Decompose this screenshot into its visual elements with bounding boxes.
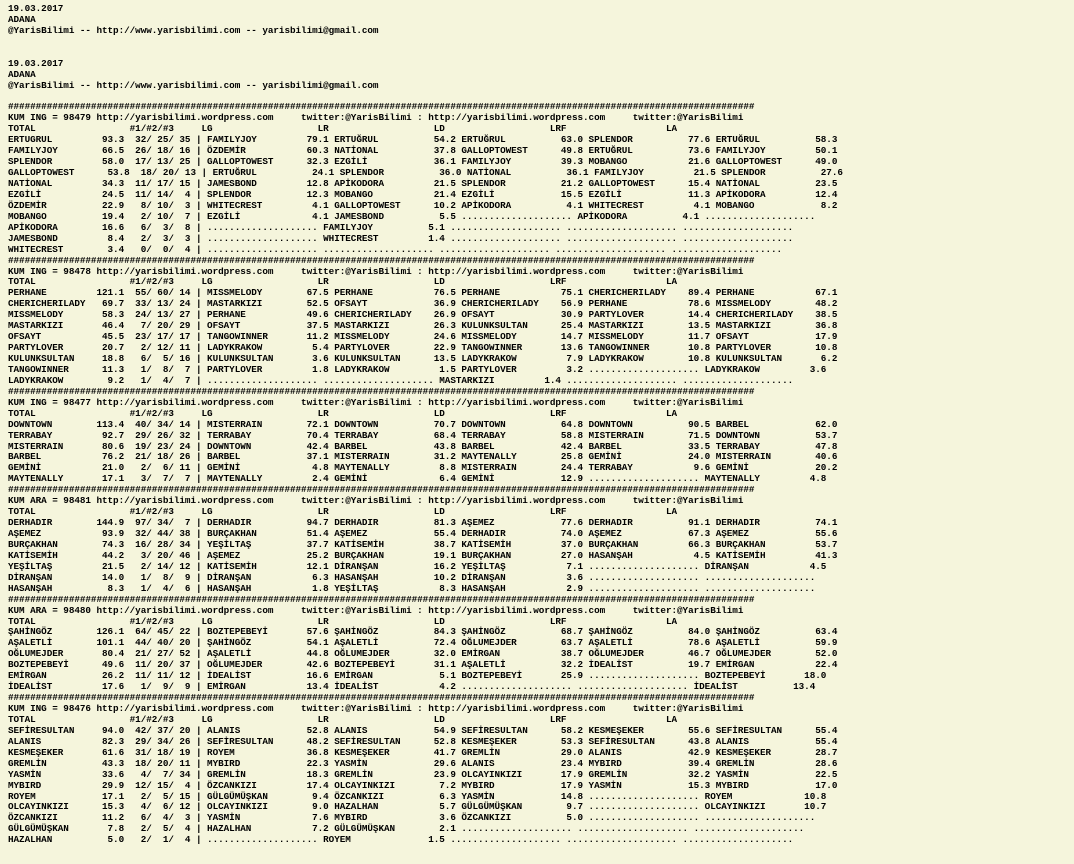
- report-line: SPLENDOR 58.0 17/ 13/ 25 | GALLOPTOWEST 32.3 EZGİLİ 36.1 FAMILYJOY 39.3 MOBANGO 21.6 GALLOPTOWEST 49.0: [8, 156, 838, 168]
- report-line: #######################################################################################################################################: [8, 254, 755, 266]
- report-line: DOWNTOWN 113.4 40/ 34/ 14 | MISTERRAIN 72.1 DOWNTOWN 70.7 DOWNTOWN 64.8 DOWNTOWN 90.5 BARBEL 62.0: [8, 418, 838, 430]
- report-line: @YarisBilimi -- http://www.yarisbilimi.com -- yarisbilimi@gmail.com: [8, 79, 379, 91]
- report-line: KUM ARA = 98480 http://yarisbilimi.wordpress.com twitter:@YarisBilimi : http://yarisbilimi.wordpress.com twitter:@YarisBilimi: [8, 604, 744, 616]
- report-line: PERHANE 121.1 55/ 60/ 14 | MISSMELODY 67.5 PERHANE 76.5 PERHANE 75.1 CHERICHERILADY 89.4 PERHANE 67.1: [8, 287, 838, 299]
- report-line: MISSMELODY 58.3 24/ 13/ 27 | PERHANE 49.6 CHERICHERILADY 26.9 OFSAYT 30.9 PARTYLOVER 14.4 CHERICHERILADY 38.5: [8, 309, 838, 321]
- report-line: HASANŞAH 8.3 1/ 4/ 6 | HASANŞAH 1.8 YEŞİLTAŞ 8.3 HASANŞAH 2.9 .................... ....................: [8, 582, 816, 594]
- report-line: @YarisBilimi -- http://www.yarisbilimi.com -- yarisbilimi@gmail.com: [8, 24, 379, 36]
- report-line: KULUNKSULTAN 18.8 6/ 5/ 16 | KULUNKSULTAN 3.6 KULUNKSULTAN 13.5 LADYKRAKOW 7.9 LADYKRAKOW 10.8 KULUNKSULTAN 6.2: [8, 353, 838, 364]
- report-line: 19.03.2017: [8, 57, 64, 69]
- report-line: HAZALHAN 5.0 2/ 1/ 4 | .................... ROYEM 1.5 .................... .................... ....................: [8, 834, 794, 846]
- report-line: TOTAL #1/#2/#3 LG LR LD LRF LA: [8, 713, 678, 725]
- race-report-document: [8, 4, 843, 846]
- report-line: GALLOPTOWEST 53.8 18/ 20/ 13 | ERTUĞRUL 24.1 SPLENDOR 36.0 NATİONAL 36.1 FAMILYJOY 21.5 SPLENDOR 27.6: [8, 167, 843, 179]
- report-line: [8, 48, 843, 59]
- report-line: #######################################################################################################################################: [8, 593, 755, 605]
- report-line: ROYEM 17.1 2/ 5/ 15 | GÜLGÜMÜŞKAN 9.4 ÖZCANKIZI 6.3 YASMİN 14.8 .................... ROYEM 10.8: [8, 790, 827, 802]
- report-line: AŞEMEZ 93.9 32/ 44/ 38 | BURÇAKHAN 51.4 AŞEMEZ 55.4 DERHADIR 74.0 AŞEMEZ 67.3 AŞEMEZ 55.6: [8, 528, 838, 539]
- report-line: YEŞİLTAŞ 21.5 2/ 14/ 12 | KATİSEMİH 12.1 DİRANŞAN 16.2 YEŞİLTAŞ 7.1 .................... DİRANŞAN 4.5: [8, 560, 827, 572]
- report-line: KATİSEMİH 44.2 3/ 20/ 46 | AŞEMEZ 25.2 BURÇAKHAN 19.1 BURÇAKHAN 27.0 HASANŞAH 4.5 KATİSEMİH 41.3: [8, 549, 838, 561]
- report-line: KUM ING = 98479 http://yarisbilimi.wordpress.com twitter:@YarisBilimi : http://yarisbilimi.wordpress.com twitter:@YarisBilimi: [8, 112, 744, 124]
- report-line: FAMILYJOY 66.5 26/ 18/ 16 | ÖZDEMİR 60.3 NATİONAL 37.8 GALLOPTOWEST 49.8 ERTUĞRUL 73.6 FAMILYJOY 50.1: [8, 145, 838, 157]
- report-line: SEFİRESULTAN 94.0 42/ 37/ 20 | ALANIS 52.8 ALANIS 54.9 SEFİRESULTAN 58.2 KESMEŞEKER 55.6 SEFİRESULTAN 55.4: [8, 724, 838, 736]
- report-line: YASMİN 33.6 4/ 7/ 34 | GREMLİN 18.3 GREMLİN 23.9 OLCAYINKIZI 17.9 GREMLİN 32.2 YASMİN 22.5: [8, 768, 838, 780]
- report-line: TOTAL #1/#2/#3 LG LR LD LRF LA: [8, 276, 678, 288]
- report-line: MASTARKIZI 46.4 7/ 20/ 29 | OFSAYT 37.5 MASTARKIZI 26.3 KULUNKSULTAN 25.4 MASTARKIZI 13.5 MASTARKIZI 36.8: [8, 320, 838, 332]
- report-line: MYBIRD 29.9 12/ 15/ 4 | ÖZCANKIZI 17.4 OLCAYINKIZI 7.2 MYBIRD 17.9 YASMİN 15.3 MYBIRD 17.0: [8, 779, 838, 791]
- report-line: #######################################################################################################################################: [8, 101, 755, 113]
- report-line: KUM ING = 98477 http://yarisbilimi.wordpress.com twitter:@YarisBilimi : http://yarisbilimi.wordpress.com twitter:@YarisBilimi: [8, 396, 744, 408]
- report-line: TOTAL #1/#2/#3 LG LR LD LRF LA: [8, 506, 678, 518]
- report-line: TANGOWINNER 11.3 1/ 8/ 7 | PARTYLOVER 1.8 LADYKRAKOW 1.5 PARTYLOVER 3.2 .................... LADYKRAKOW 3.6: [8, 363, 827, 375]
- report-line: #######################################################################################################################################: [8, 692, 755, 704]
- report-line: WHITECREST 3.4 0/ 0/ 4 | .................... .................... .................... .................... ....................: [8, 243, 783, 255]
- report-line: PARTYLOVER 20.7 2/ 12/ 11 | LADYKRAKOW 5.4 PARTYLOVER 22.9 TANGOWINNER 13.6 TANGOWINNER 10.8 PARTYLOVER 10.8: [8, 342, 838, 354]
- report-line: LADYKRAKOW 9.2 1/ 4/ 7 | .................... .................... MASTARKIZI 1.4 .................... ....................: [8, 374, 794, 386]
- report-line: BURÇAKHAN 74.3 16/ 28/ 34 | YEŞİLTAŞ 37.7 KATİSEMİH 38.7 KATİSEMİH 37.0 BURÇAKHAN 66.3 BURÇAKHAN 53.7: [8, 538, 838, 550]
- report-line: #######################################################################################################################################: [8, 385, 755, 397]
- report-line: ÖZDEMİR 22.9 8/ 10/ 3 | WHITECREST 4.1 GALLOPTOWEST 10.2 APİKODORA 4.1 WHITECREST 4.1 MOBANGO 8.2: [8, 199, 838, 211]
- report-line: ŞAHİNGÖZ 126.1 64/ 45/ 22 | BOZTEPEBEYİ 57.6 ŞAHİNGÖZ 84.3 ŞAHİNGÖZ 68.7 ŞAHİNGÖZ 84.0 ŞAHİNGÖZ 63.4: [8, 626, 838, 638]
- report-line: #######################################################################################################################################: [8, 484, 755, 496]
- report-line: OFSAYT 45.5 23/ 17/ 17 | TANGOWINNER 11.2 MISSMELODY 24.6 MISSMELODY 14.7 MISSMELODY 11.7 OFSAYT 17.9: [8, 331, 838, 343]
- report-line: ADANA: [8, 13, 36, 25]
- report-line: TOTAL #1/#2/#3 LG LR LD LRF LA: [8, 407, 678, 419]
- report-line: MAYTENALLY 17.1 3/ 7/ 7 | MAYTENALLY 2.4 GEMİNİ 6.4 GEMİNİ 12.9 .................... MAYTENALLY 4.8: [8, 473, 827, 485]
- report-line: BARBEL 76.2 21/ 18/ 26 | BARBEL 37.1 MISTERRAIN 31.2 MAYTENALLY 25.8 GEMİNİ 24.0 MISTERRAIN 40.6: [8, 451, 838, 463]
- report-line: AŞALETLİ 101.1 44/ 40/ 20 | ŞAHİNGÖZ 54.1 AŞALETLİ 72.4 OĞLUMEJDER 63.7 AŞALETLİ 78.6 AŞALETLİ 59.9: [8, 637, 838, 649]
- report-line: 19.03.2017: [8, 3, 64, 14]
- report-line: GEMİNİ 21.0 2/ 6/ 11 | GEMİNİ 4.8 MAYTENALLY 8.8 MISTERRAIN 24.4 TERRABAY 9.6 GEMİNİ 20.2: [8, 462, 838, 474]
- report-line: OĞLUMEJDER 80.4 21/ 27/ 52 | AŞALETLİ 44.8 OĞLUMEJDER 32.0 EMİRGAN 38.7 OĞLUMEJDER 46.7 OĞLUMEJDER 52.0: [8, 648, 838, 660]
- report-line: ADANA: [8, 68, 36, 80]
- report-line: NATİONAL 34.3 11/ 17/ 15 | JAMESBOND 12.8 APİKODORA 21.5 SPLENDOR 21.2 GALLOPTOWEST 15.4 NATİONAL 23.5: [8, 178, 838, 189]
- report-line: TERRABAY 92.7 29/ 26/ 32 | TERRABAY 70.4 TERRABAY 68.4 TERRABAY 58.8 MISTERRAIN 71.5 DOWNTOWN 53.7: [8, 429, 838, 441]
- report-line: KUM ING = 98478 http://yarisbilimi.wordpress.com twitter:@YarisBilimi : http://yarisbilimi.wordpress.com twitter:@YarisBilimi: [8, 265, 744, 277]
- report-line: İDEALİST 17.6 1/ 9/ 9 | EMİRGAN 13.4 İDEALİST 4.2 .................... .................... İDEALİST 13.4: [8, 681, 816, 693]
- report-line: GÜLGÜMÜŞKAN 7.8 2/ 5/ 4 | HAZALHAN 7.2 GÜLGÜMÜŞKAN 2.1 .................... .................... ....................: [8, 823, 805, 835]
- report-line: OLCAYINKIZI 15.3 4/ 6/ 12 | OLCAYINKIZI 9.0 HAZALHAN 5.7 GÜLGÜMÜŞKAN 9.7 .................... OLCAYINKIZI 10.7: [8, 801, 827, 813]
- report-line: JAMESBOND 8.4 2/ 3/ 3 | .................... WHITECREST 1.4 .................... .................... ....................: [8, 232, 794, 244]
- report-line: TOTAL #1/#2/#3 LG LR LD LRF LA: [8, 123, 678, 135]
- report-line: DİRANŞAN 14.0 1/ 8/ 9 | DİRANŞAN 6.3 HASANŞAH 10.2 DİRANŞAN 3.6 .................... ....................: [8, 571, 816, 583]
- report-line: [8, 37, 843, 48]
- report-line: GREMLİN 43.3 18/ 20/ 11 | MYBIRD 22.3 YASMİN 29.6 ALANIS 23.4 MYBIRD 39.4 GREMLİN 28.6: [8, 757, 838, 769]
- report-line: EMİRGAN 26.2 11/ 11/ 12 | İDEALİST 16.6 EMİRGAN 5.1 BOZTEPEBEYİ 25.9 .................... BOZTEPEBEYİ 18.0: [8, 670, 827, 682]
- report-line: BOZTEPEBEYİ 49.6 11/ 20/ 37 | OĞLUMEJDER 42.6 BOZTEPEBEYİ 31.1 AŞALETLİ 32.2 İDEALİST 19.7 EMİRGAN 22.4: [8, 659, 838, 671]
- report-line: APİKODORA 16.6 6/ 3/ 8 | .................... FAMILYJOY 5.1 .................... .................... ....................: [8, 221, 794, 233]
- report-line: EZGİLİ 24.5 11/ 14/ 4 | SPLENDOR 12.3 MOBANGO 21.4 EZGİLİ 15.5 EZGİLİ 11.3 APİKODORA 12.4: [8, 188, 838, 200]
- report-line: ALANIS 82.3 29/ 34/ 26 | SEFİRESULTAN 48.2 SEFİRESULTAN 52.8 KESMEŞEKER 53.3 SEFİRESULTAN 43.8 ALANIS 55.4: [8, 735, 838, 747]
- report-line: CHERICHERILADY 69.7 33/ 13/ 24 | MASTARKIZI 52.5 OFSAYT 36.9 CHERICHERILADY 56.9 PERHANE 78.6 MISSMELODY 48.2: [8, 298, 838, 310]
- report-line: TOTAL #1/#2/#3 LG LR LD LRF LA: [8, 615, 678, 627]
- report-line: MOBANGO 19.4 2/ 10/ 7 | EZGİLİ 4.1 JAMESBOND 5.5 .................... APİKODORA 4.1 ....................: [8, 210, 816, 222]
- report-line: MISTERRAIN 80.6 19/ 23/ 24 | DOWNTOWN 42.4 BARBEL 43.8 BARBEL 42.4 BARBEL 33.5 TERRABAY 47.8: [8, 440, 838, 452]
- report-line: KUM ARA = 98481 http://yarisbilimi.wordpress.com twitter:@YarisBilimi : http://yarisbilimi.wordpress.com twitter:@YarisBilimi: [8, 495, 744, 507]
- report-line: KUM ING = 98476 http://yarisbilimi.wordpress.com twitter:@YarisBilimi : http://yarisbilimi.wordpress.com twitter:@YarisBilimi: [8, 703, 744, 714]
- report-line: KESMEŞEKER 61.6 31/ 18/ 19 | ROYEM 36.8 KESMEŞEKER 41.7 GREMLİN 29.0 ALANIS 42.9 KESMEŞEKER 28.7: [8, 746, 838, 758]
- report-line: ÖZCANKIZI 11.2 6/ 4/ 3 | YASMİN 7.6 MYBIRD 3.6 ÖZCANKIZI 5.0 .................... ....................: [8, 812, 816, 824]
- report-line: ERTUGRUL 93.3 32/ 25/ 35 | FAMILYJOY 79.1 ERTUĞRUL 54.2 ERTUĞRUL 63.0 SPLENDOR 77.6 ERTUĞRUL 58.3: [8, 134, 838, 146]
- report-line: DERHADIR 144.9 97/ 34/ 7 | DERHADIR 94.7 DERHADIR 81.3 AŞEMEZ 77.6 DERHADIR 91.1 DERHADIR 74.1: [8, 517, 838, 529]
